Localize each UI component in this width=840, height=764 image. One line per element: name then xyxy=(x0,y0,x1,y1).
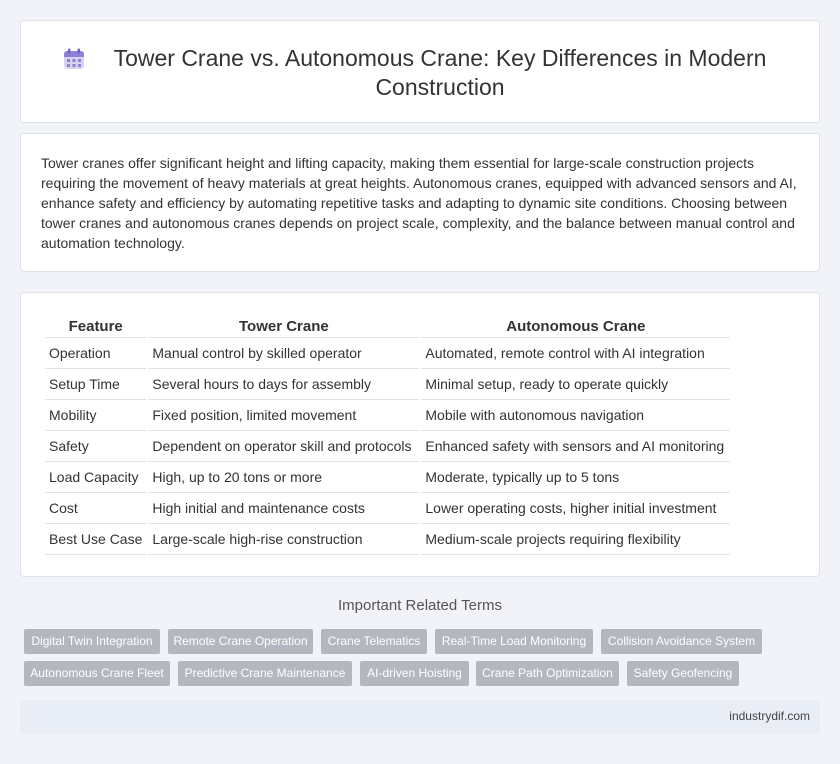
header-autonomous-crane: Autonomous Crane xyxy=(421,315,730,338)
table-row xyxy=(45,400,730,431)
related-term-tag[interactable]: AI-driven Hoisting xyxy=(360,661,469,686)
title-card xyxy=(20,20,820,123)
related-term-tag[interactable]: Safety Geofencing xyxy=(627,661,739,686)
related-term-tag[interactable]: Remote Crane Operation xyxy=(168,629,313,654)
related-term-tag[interactable]: Digital Twin Integration xyxy=(24,629,160,654)
feature-cell: Mobility xyxy=(45,400,146,431)
footer-bar xyxy=(20,700,820,734)
autonomous-crane-cell: Medium-scale projects requiring flexibility xyxy=(421,524,730,555)
intro-card xyxy=(20,133,820,272)
tower-crane-cell: High initial and maintenance costs xyxy=(148,493,419,524)
comparison-card xyxy=(20,292,820,577)
autonomous-crane-cell: Mobile with autonomous navigation xyxy=(421,400,730,431)
table-header-row xyxy=(45,315,730,338)
feature-cell: Operation xyxy=(45,338,146,369)
feature-cell: Setup Time xyxy=(45,369,146,400)
related-term-tag[interactable]: Autonomous Crane Fleet xyxy=(24,661,170,686)
related-term-tag[interactable]: Crane Telematics xyxy=(321,629,427,654)
tower-crane-cell: High, up to 20 tons or more xyxy=(148,462,419,493)
feature-cell: Safety xyxy=(45,431,146,462)
intro-paragraph: Tower cranes offer significant height and lifting capacity, making them essential for large-scale construction projects requiring the movement of heavy materials at great heights. Autonomous cranes, equipped with advanced sensors and AI, enhance safety and efficiency by automating repetitive tasks and adapting to dynamic site conditions. Choosing between tower cranes and autonomous cranes depends on project scale, complexity, and the balance between manual control and automation technology. xyxy=(41,155,797,251)
related-term-tag[interactable]: Collision Avoidance System xyxy=(601,629,762,654)
table-row xyxy=(45,369,730,400)
table-row xyxy=(45,493,730,524)
related-term-tag[interactable]: Predictive Crane Maintenance xyxy=(178,661,352,686)
tower-crane-cell: Dependent on operator skill and protocols xyxy=(148,431,419,462)
tower-crane-cell: Several hours to days for assembly xyxy=(148,369,419,400)
autonomous-crane-cell: Minimal setup, ready to operate quickly xyxy=(421,369,730,400)
table-row xyxy=(45,462,730,493)
related-term-tag[interactable]: Real-Time Load Monitoring xyxy=(435,629,593,654)
autonomous-crane-cell: Automated, remote control with AI integration xyxy=(421,338,730,369)
footer-site-name: industrydif.com xyxy=(729,709,810,723)
feature-cell: Load Capacity xyxy=(45,462,146,493)
feature-cell: Cost xyxy=(45,493,146,524)
autonomous-crane-cell: Moderate, typically up to 5 tons xyxy=(421,462,730,493)
autonomous-crane-cell: Enhanced safety with sensors and AI monitoring xyxy=(421,431,730,462)
header-feature: Feature xyxy=(45,315,146,338)
header-tower-crane: Tower Crane xyxy=(148,315,419,338)
related-term-tag[interactable]: Crane Path Optimization xyxy=(476,661,619,686)
tower-crane-cell: Large-scale high-rise construction xyxy=(148,524,419,555)
feature-cell: Best Use Case xyxy=(45,524,146,555)
table-row xyxy=(45,524,730,555)
related-terms-heading: Important Related Terms xyxy=(338,597,502,614)
comparison-table xyxy=(43,315,732,555)
table-row xyxy=(45,431,730,462)
table-row xyxy=(45,338,730,369)
tower-crane-cell: Manual control by skilled operator xyxy=(148,338,419,369)
tower-crane-cell: Fixed position, limited movement xyxy=(148,400,419,431)
autonomous-crane-cell: Lower operating costs, higher initial investment xyxy=(421,493,730,524)
page-title: Tower Crane vs. Autonomous Crane: Key Differences in Modern Construction xyxy=(113,45,767,100)
